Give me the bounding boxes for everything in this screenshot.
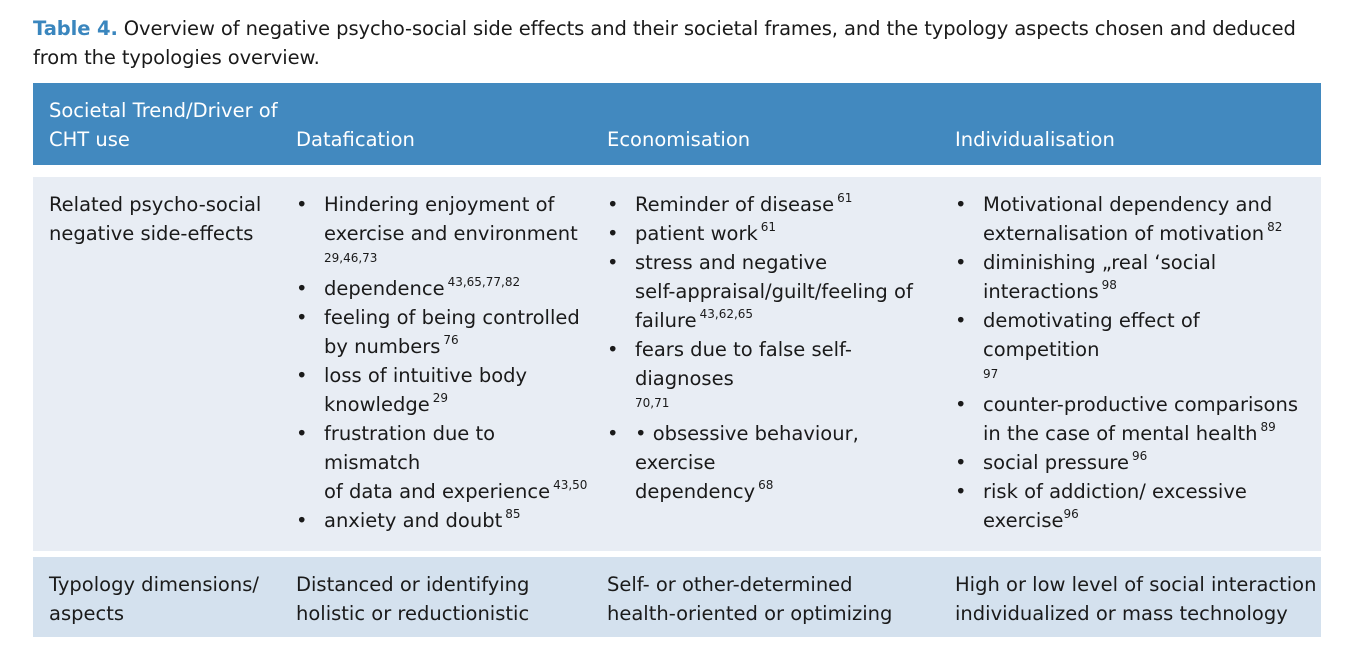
list-item [607,335,942,413]
list-item [607,190,942,219]
bullet-icon: • [955,251,967,274]
list-item [955,248,1315,306]
table-caption [33,14,1325,72]
citation: 43,65,77,82 [447,274,521,289]
typology-economisation [607,570,966,628]
typology-text: holistic or reductionistic [296,602,530,625]
item-text: Reminder of disease [635,193,835,216]
individualisation-effects [955,190,1315,535]
item-text: stress and negative [635,251,828,274]
header-row-label-line2: CHT use [49,128,130,151]
bullet-icon: • [607,251,619,274]
citation: 82 [1267,219,1283,234]
header-individualisation: Individualisation [955,128,1115,151]
bullet-icon: • [296,277,308,300]
item-text: self-appraisal/guilt/feeling of [635,280,913,303]
typology-label-line1: Typology dimensions/ [49,573,259,596]
bullet-icon: • [296,193,308,216]
item-text: interactions [983,280,1099,303]
item-text: dependence [324,277,445,300]
item-text: counter-productive comparisons [983,393,1298,416]
header-economisation: Economisation [607,128,751,151]
bullet-icon: • [607,193,619,216]
citation: 98 [1101,277,1117,292]
list-item [296,361,596,419]
bullet-icon: • [296,364,308,387]
typology-row-label [49,570,313,628]
item-text: risk of addiction/ excessive [983,480,1247,503]
side-effects-label-line1: Related psycho-social [49,193,262,216]
list-item [955,390,1315,448]
typology-text: High or low level of social interaction [955,573,1317,596]
typology-text: individualized or mass technology [955,602,1288,625]
bullet-icon: • [955,309,967,332]
citation: 85 [505,506,521,521]
list-item [607,248,942,335]
item-text: exercise [983,509,1064,532]
citation: 96 [1132,448,1148,463]
table-label: Table 4. [33,17,118,40]
item-text: patient work [635,222,758,245]
citation: 43,62,65 [699,306,754,321]
bullet-icon: • [955,193,967,216]
bullet-icon: • [296,422,308,445]
item-text: • obsessive behaviour, exercise [635,422,859,474]
item-text: failure [635,309,697,332]
list-item [607,219,942,248]
bullet-icon: • [607,338,619,361]
item-text: of data and experience [324,480,551,503]
item-text: anxiety and doubt [324,509,503,532]
side-effects-row-label [49,190,313,248]
item-text: knowledge [324,393,430,416]
item-text: frustration due to mismatch [324,422,496,474]
item-text: in the case of mental health [983,422,1258,445]
citation: 29 [432,390,448,405]
typology-text: health-oriented or optimizing [607,602,893,625]
bullet-icon: • [955,480,967,503]
list-item [296,419,596,506]
bullet-icon: • [296,306,308,329]
bullet-icon: • [955,393,967,416]
list-item [607,419,942,506]
list-item [955,477,1315,535]
citation: 89 [1260,419,1276,434]
citation: 61 [760,219,777,234]
list-item [296,303,596,361]
typology-text: Distanced or identifying [296,573,530,596]
citation: 61 [837,190,853,205]
list-item [296,190,596,268]
citation: 68 [758,477,774,492]
item-text: demotivating effect of competition [983,309,1200,361]
side-effects-label-line2: negative side-effects [49,222,254,245]
bullet-icon: • [296,509,308,532]
item-text: diminishing „real ‘social [983,251,1217,274]
typology-text: Self- or other-determined [607,573,853,596]
item-text: externalisation of motivation [983,222,1265,245]
list-item [296,274,596,303]
item-text: fears due to false self-diagnoses [635,338,852,390]
item-text: loss of intuitive body [324,364,528,387]
citation: 76 [443,332,459,347]
list-item [955,190,1315,248]
typology-individualisation [955,570,1339,628]
datafication-effects [296,190,596,535]
item-text: Hindering enjoyment of [324,193,555,216]
list-item [955,306,1315,384]
bullet-icon: • [607,422,619,445]
header-row-label [49,96,289,154]
item-text: Motivational dependency and [983,193,1273,216]
citation: 70,71 [635,396,670,410]
typology-datafication [296,570,620,628]
bullet-icon: • [955,451,967,474]
typology-row [33,557,1321,637]
header-row-label-line1: Societal Trend/Driver of [49,99,278,122]
economisation-effects [607,190,942,506]
list-item [955,448,1315,477]
list-item [296,506,596,535]
citation: 43,50 [553,477,588,492]
side-effects-row [33,177,1321,551]
caption-text: Overview of negative psycho-social side effects and their societal frames, and the typology aspects chosen and deduced from the typologies overview. [33,17,1296,69]
bullet-icon: • [607,222,619,245]
item-text: exercise and environment [324,222,578,245]
item-text: dependency [635,480,756,503]
item-text: social pressure [983,451,1130,474]
citation: 29,46,73 [324,251,378,265]
citation: 97 [983,367,999,381]
typology-label-line2: aspects [49,602,125,625]
item-text: feeling of being controlled [324,306,580,329]
item-text: by numbers [324,335,441,358]
header-row [33,83,1321,165]
citation: 96 [1063,506,1079,521]
header-datafication: Datafication [296,128,415,151]
